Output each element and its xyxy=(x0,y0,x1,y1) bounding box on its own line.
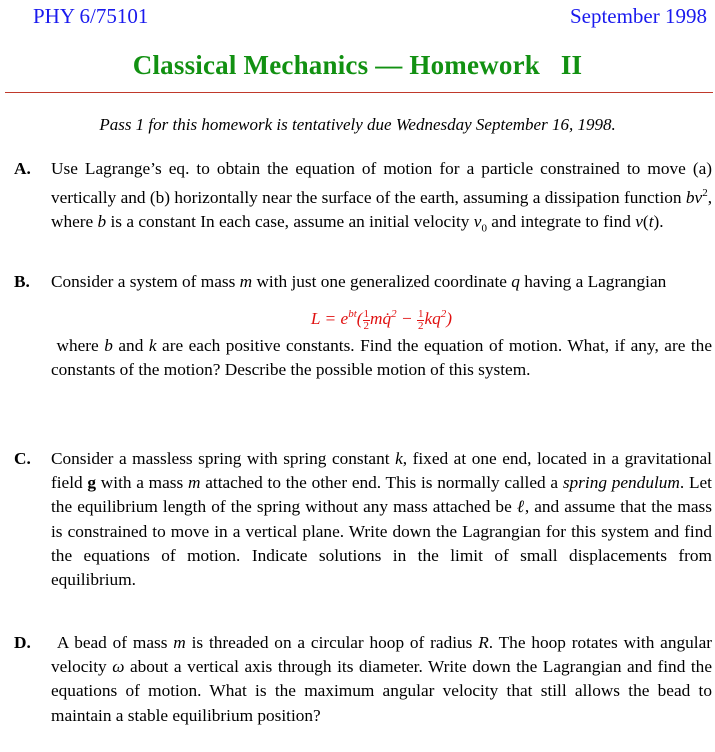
page-header xyxy=(0,0,715,32)
page-title: Classical Mechanics — Homework II xyxy=(132,50,583,80)
lagrangian-equation: $L = e^{bt}$( $\frac{1}{2}$ mq̇$^2$ − $\frac{1}{2}$ $kq^2$) xyxy=(310,307,453,332)
problem-c xyxy=(14,447,712,592)
problem-label: B. xyxy=(14,272,30,291)
problem-text: Consider a massless spring with spring constant k, fixed at one end, located in a gravitational field g with a mass m attached to the other end. This is normally called a spring pendulum. Let the equilibrium length of the spring without any mass attached be ℓ, and assume that the mass is constrained to move in a vertical plane. Write down the Lagrangian for this system and find the equations of motion. Indicate solutions in the limit of small displacements from equilibrium. xyxy=(51,449,712,590)
problem-text: Use Lagrange’s eq. to obtain the equation of motion for a particle constrained to move (a) vertically and (b) horizontally near the surface of the earth, assuming a dissipation function $bv^2$, where b is a constant In each case, assume an initial velocity $v_0$ and integrate to find v(t). xyxy=(51,159,713,235)
problem-a xyxy=(14,157,712,241)
semester-date: September 1998 xyxy=(569,4,707,28)
problem-label: A. xyxy=(14,159,31,178)
problem-text: A bead of mass m is threaded on a circular hoop of radius R. The hoop rotates with angular velocity ω about a vertical axis through its diameter. Write down the Lagrangian and find the equations of motion. What is the maximum angular velocity that still allows the bead to maintain a stable equilibrium position? xyxy=(51,633,712,725)
problem-label: C. xyxy=(14,449,31,468)
title-divider xyxy=(5,92,713,93)
problem-label: D. xyxy=(14,633,31,652)
due-date-note: Pass 1 for this homework is tentatively due Wednesday September 16, 1998. xyxy=(99,115,616,134)
problem-b xyxy=(14,270,712,383)
course-code: PHY 6/75101 xyxy=(33,4,149,28)
problem-text: Consider a system of mass m with just one generalized coordinate q having a Lagrangian $L = e^{bt}$( $\frac{1}{2}$ mq̇$^2$ − $\frac{1}{2}$ $kq^2$) where b and k are each positive constants. Find the equation of motion. What, if any, are the constants of the motion? Describe the possible motion of this system. xyxy=(51,272,712,380)
problem-d xyxy=(14,631,712,728)
